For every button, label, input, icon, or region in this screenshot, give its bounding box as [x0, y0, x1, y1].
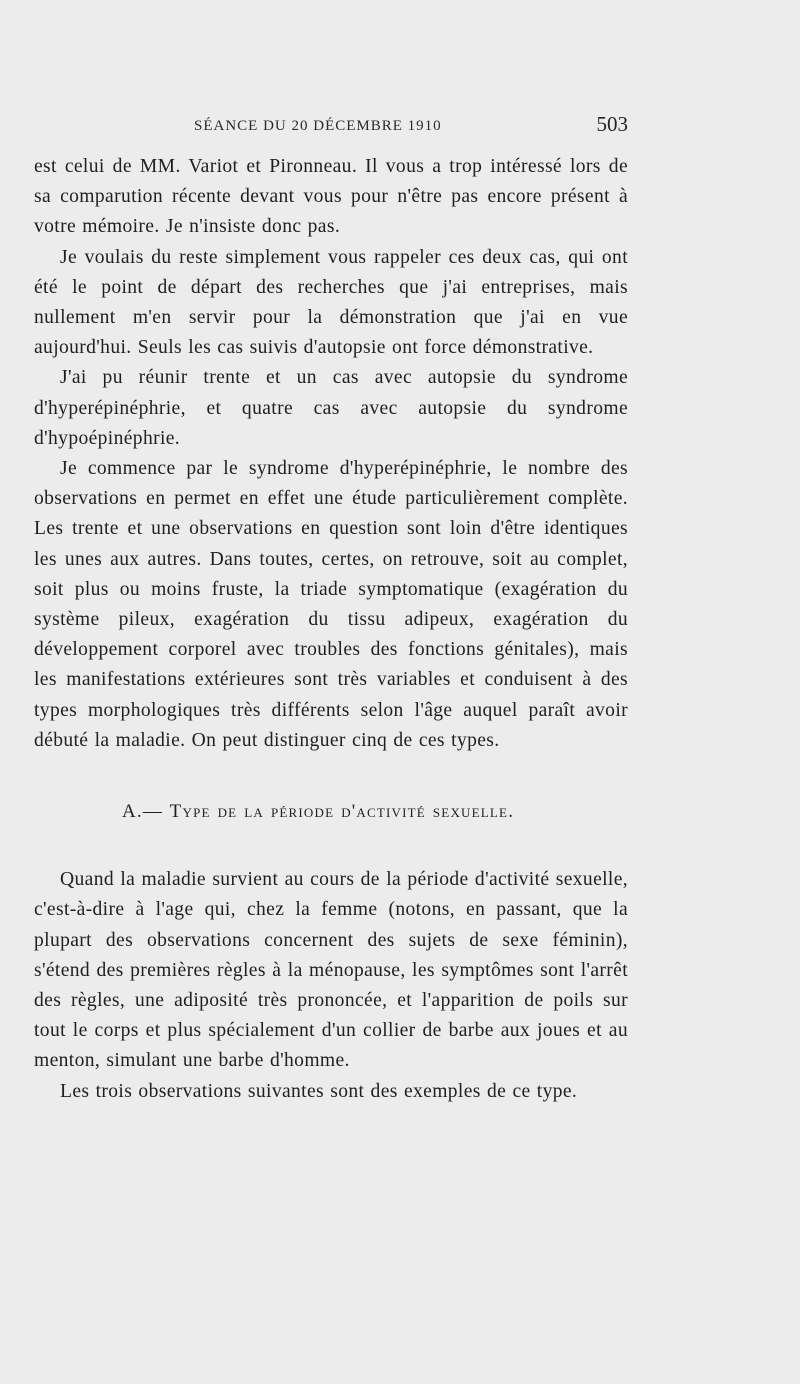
- section-heading: [34, 797, 628, 827]
- paragraph: Je commence par le syndrome d'hyperépinéphrie, le nombre des observations en permet en effet une étude particulièrement complète. Les trente et une observations en question sont loin d'être identiques les unes aux autres. Dans toutes, certes, on retrouve, soit au complet, soit plus ou moins fruste, la triade symptomatique (exagération du système pileux, exagération du tissu adipeux, exagération du développement corporel avec troubles des fonctions génitales), mais les manifestations extérieures sont très variables et conduisent à des types morphologiques très différents selon l'âge auquel paraît avoir débuté la maladie. On peut distinguer cinq de ces types.: [34, 458, 628, 751]
- paragraph: Les trois observations suivantes sont des exemples de ce type.: [60, 1080, 578, 1102]
- body-text: [34, 152, 628, 1107]
- paragraph: est celui de MM. Variot et Pironneau. Il vous a trop intéressé lors de sa comparution récente devant vous pour n'être pas encore présent à votre mémoire. Je n'insiste donc pas.: [34, 156, 628, 238]
- page-header: [34, 112, 628, 142]
- running-head: SÉANCE DU 20 DÉCEMBRE 1910: [194, 118, 442, 134]
- paragraph: Je voulais du reste simplement vous rappeler ces deux cas, qui ont été le point de départ des recherches que j'ai entreprises, mais nullement m'en servir pour la démonstration que j'ai en vue aujourd'hui. Seuls les cas suivis d'autopsie ont force démonstrative.: [34, 246, 628, 359]
- page-number: 503: [596, 112, 628, 136]
- section-heading-text: A.— Type de la période d'activité sexuelle.: [122, 801, 515, 823]
- paragraph: J'ai pu réunir trente et un cas avec autopsie du syndrome d'hyperépinéphrie, et quatre cas avec autopsie du syndrome d'hypoépinéphrie.: [34, 367, 628, 449]
- paragraph: Quand la maladie survient au cours de la période d'activité sexuelle, c'est-à-dire à l'age qui, chez la femme (notons, en passant, que la plupart des observations concernent des sujets de sexe féminin), s'étend des premières règles à la ménopause, les symptômes sont l'arrêt des règles, une adiposité très prononcée, et l'apparition de poils sur tout le corps et plus spécialement d'un collier de barbe aux joues et au menton, simulant une barbe d'homme.: [34, 869, 628, 1072]
